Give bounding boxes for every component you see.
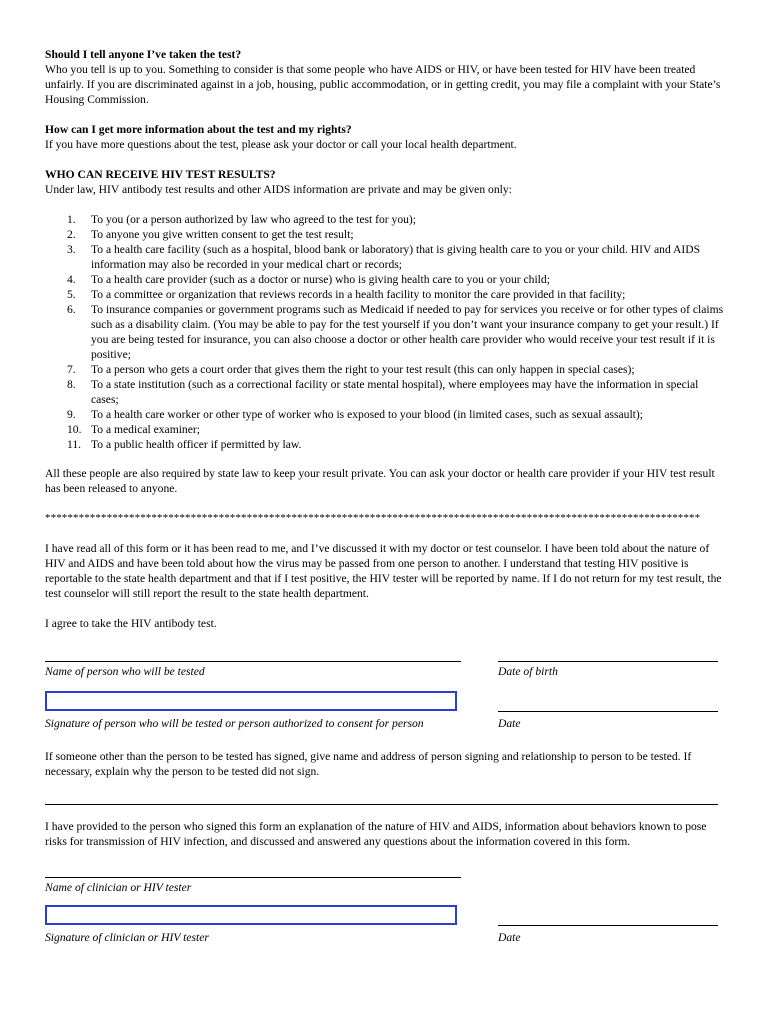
clinician-statement: I have provided to the person who signed this form an explanation of the nature of HIV and AIDS, information about behaviors known to pose risks for transmission of HIV infection, and discussed and answered any questions about the information covered in this form. xyxy=(45,820,707,848)
privacy-note: All these people are also required by state law to keep your result private. You can ask your doctor or health care provider if your HIV test result has been released to anyone. xyxy=(45,467,715,495)
list-item: 6. To insurance companies or government programs such as Medicaid if needed to pay for services you receive or for other types of claims such as a disability claim. (You may be able to pay for the test yourself if you don’t want your insurance company to get your result.) If you are being tested for insurance, you can also choose a doctor or other health care provider who would receive your test result if it is positive; xyxy=(67,303,724,361)
date-label: Date xyxy=(498,717,521,730)
signature-label: Signature of person who will be tested or person authorized to consent for person xyxy=(45,717,424,730)
list-item: 5. To a committee or organization that reviews records in a health facility to monitor the care provided in that facility; xyxy=(67,288,626,301)
clinician-signature-field[interactable] xyxy=(45,905,457,925)
agree-statement: I agree to take the HIV antibody test. xyxy=(45,617,217,630)
dob-label: Date of birth xyxy=(498,665,558,678)
other-signer-instructions: If someone other than the person to be tested has signed, give name and address of person signing and relationship to person to be tested. If necessary, explain why the person to be tested did not sign. xyxy=(45,750,692,778)
divider: ********************************************************************************************************************* xyxy=(45,512,701,524)
patient-signature-row xyxy=(45,691,725,749)
clinician-name-label: Name of clinician or HIV tester xyxy=(45,881,192,894)
list-item: 10. To a medical examiner; xyxy=(67,423,200,436)
name-line xyxy=(45,661,461,662)
list-item: 4. To a health care provider (such as a doctor or nurse) who is giving health care to you or your child; xyxy=(67,273,550,286)
section-body: Under law, HIV antibody test results and other AIDS information are private and may be given only: xyxy=(45,183,512,196)
document-page xyxy=(45,47,725,955)
list-item: 8. To a state institution (such as a correctional facility or state mental hospital), where employees may have the information in special cases; xyxy=(67,378,699,406)
list-item: 11. To a public health officer if permitted by law. xyxy=(67,438,302,451)
consent-statement: I have read all of this form or it has been read to me, and I’ve discussed it with my doctor or test counselor. I have been told about the nature of HIV and AIDS and have been told about how the virus may be passed from one person to another. I understand that testing HIV positive is reportable to the state health department and that if I test positive, the HIV tester will be reported by name. If I do not return for my test result, the test counselor will still report the result to the state health department. xyxy=(45,542,722,600)
clinician-signature-label: Signature of clinician or HIV tester xyxy=(45,931,209,944)
clinician-name-line xyxy=(45,877,461,878)
section-info xyxy=(45,122,725,152)
list-item: 2. To anyone you give written consent to get the test result; xyxy=(67,228,354,241)
section-heading: Should I tell anyone I’ve taken the test? xyxy=(45,48,242,61)
other-signer-line xyxy=(45,804,718,805)
list-item: 9. To a health care worker or other type of worker who is exposed to your blood (in limited cases, such as sexual assault); xyxy=(67,408,643,421)
list-item: 7. To a person who gets a court order that gives them the right to your test result (this can only happen in special cases); xyxy=(67,363,635,376)
other-signer-line-row xyxy=(45,779,725,819)
patient-signature-field[interactable] xyxy=(45,691,457,711)
list-item: 1. To you (or a person authorized by law who agreed to the test for you); xyxy=(67,213,417,226)
name-label: Name of person who will be tested xyxy=(45,665,205,678)
recipients-list xyxy=(45,212,725,452)
section-heading: WHO CAN RECEIVE HIV TEST RESULTS? xyxy=(45,168,276,181)
section-body: Who you tell is up to you. Something to consider is that some people who have AIDS or HIV, or have been tested for HIV have been treated unfairly. If you are discriminated against in a job, housing, public accommodation, or in getting credit, you may file a complaint with your State’s Housing Commission. xyxy=(45,63,721,106)
section-heading: How can I get more information about the test and my rights? xyxy=(45,123,352,136)
dob-line xyxy=(498,661,718,662)
section-tell xyxy=(45,47,725,107)
section-body: If you have more questions about the test, please ask your doctor or call your local health department. xyxy=(45,138,517,151)
patient-name-row xyxy=(45,631,725,691)
date-line xyxy=(498,711,718,712)
clinician-date-line xyxy=(498,925,718,926)
clinician-date-label: Date xyxy=(498,931,521,944)
section-who xyxy=(45,167,725,197)
clinician-name-row xyxy=(45,849,725,905)
list-item: 3. To a health care facility (such as a hospital, blood bank or laboratory) that is giving health care to you or your child. HIV and AIDS information may also be recorded in your medical chart or records; xyxy=(67,243,701,271)
clinician-signature-row xyxy=(45,905,725,955)
